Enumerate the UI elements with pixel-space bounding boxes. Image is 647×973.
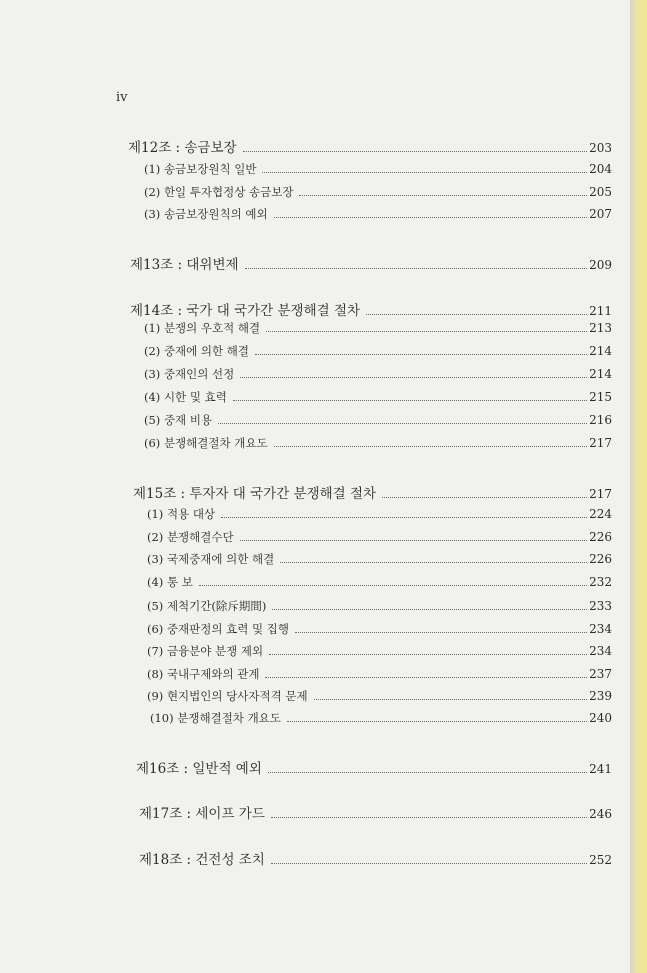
toc-entry-title: (3) 국제중재에 의한 해결 <box>147 552 275 566</box>
dot-leader <box>274 216 588 218</box>
toc-entry-title: (3) 송금보장원칙의 예외 <box>144 207 268 221</box>
toc-article-entry <box>130 299 612 319</box>
toc-article-entry <box>128 136 612 156</box>
toc-entry-title: (5) 제척기간(除斥期間) <box>147 599 267 613</box>
toc-entry-title: (10) 분쟁해결절차 개요도 <box>150 711 281 725</box>
dot-leader <box>299 194 587 196</box>
dot-leader <box>255 353 587 355</box>
toc-entry-page: 205 <box>589 185 612 199</box>
toc-entry-title: (2) 분쟁해결수단 <box>147 530 234 544</box>
page-number: iv <box>116 90 128 105</box>
toc-sub-entry <box>144 412 612 428</box>
toc-entry-page: 211 <box>589 304 612 318</box>
toc-entry-page: 240 <box>589 711 612 725</box>
toc-sub-entry <box>144 435 612 451</box>
toc-entry-page: 226 <box>589 530 612 544</box>
toc-entry-title: (4) 시한 및 효력 <box>144 390 227 404</box>
toc-entry-title: (7) 금융분야 분쟁 제외 <box>147 644 264 658</box>
toc-entry-page: 209 <box>589 258 612 272</box>
dot-leader <box>287 720 587 722</box>
toc-entry-page: 215 <box>589 390 612 404</box>
toc-entry-title: (9) 현지법인의 당사자적격 문제 <box>147 689 308 703</box>
toc-entry-title: 제12조 : 송금보장 <box>128 140 237 156</box>
toc-entry-title: 제13조 : 대위변제 <box>130 257 239 273</box>
dot-leader <box>199 584 587 586</box>
toc-entry-title: (1) 분쟁의 우호적 해결 <box>144 321 261 335</box>
dot-leader <box>268 771 587 773</box>
toc-entry-title: (2) 중재에 의한 해결 <box>144 344 250 358</box>
toc-sub-entry <box>147 598 612 614</box>
toc-entry-page: 232 <box>589 575 612 589</box>
toc-sub-entry <box>144 161 612 177</box>
toc-entry-page: 233 <box>589 599 612 613</box>
toc-article-entry <box>139 802 612 822</box>
toc-sub-entry <box>147 529 612 545</box>
toc-entry-title: (8) 국내구제와의 관계 <box>147 667 260 681</box>
toc-entry-title: (6) 중재판정의 효력 및 집행 <box>147 622 290 636</box>
toc-entry-page: 207 <box>589 207 612 221</box>
toc-entry-title: (5) 중재 비용 <box>144 413 213 427</box>
dot-leader <box>218 422 587 424</box>
dot-leader <box>272 608 587 610</box>
toc-entry-page: 216 <box>589 413 612 427</box>
toc-entry-title: (3) 중재인의 선정 <box>144 367 235 381</box>
toc-entry-title: (1) 적용 대상 <box>147 507 216 521</box>
toc-sub-entry <box>144 320 612 336</box>
toc-sub-entry <box>147 506 612 522</box>
toc-entry-title: 제18조 : 건전성 조치 <box>139 852 265 868</box>
toc-sub-entry <box>144 343 612 359</box>
toc-entry-title: 제16조 : 일반적 예외 <box>136 761 262 777</box>
dot-leader <box>382 496 587 498</box>
book-spine-edge <box>630 0 647 973</box>
dot-leader <box>366 313 587 315</box>
toc-sub-entry <box>150 710 612 726</box>
dot-leader <box>271 862 587 864</box>
toc-entry-page: 239 <box>589 689 612 703</box>
dot-leader <box>240 376 587 378</box>
toc-entry-page: 241 <box>589 762 612 776</box>
toc-entry-page: 217 <box>589 436 612 450</box>
toc-sub-entry <box>147 574 612 590</box>
toc-article-entry <box>130 253 612 273</box>
toc-entry-page: 213 <box>589 321 612 335</box>
toc-entry-title: (2) 한일 투자협정상 송금보장 <box>144 185 294 199</box>
toc-entry-page: 237 <box>589 667 612 681</box>
dot-leader <box>266 330 587 332</box>
toc-article-entry <box>139 848 612 868</box>
dot-leader <box>280 561 587 563</box>
toc-sub-entry <box>144 184 612 200</box>
dot-leader <box>265 676 587 678</box>
toc-entry-page: 217 <box>589 487 612 501</box>
dot-leader <box>295 631 587 633</box>
dot-leader <box>245 267 588 269</box>
toc-entry-title: 제14조 : 국가 대 국가간 분쟁해결 절차 <box>130 303 361 319</box>
dot-leader <box>274 445 588 447</box>
toc-sub-entry <box>147 688 612 704</box>
toc-entry-page: 226 <box>589 552 612 566</box>
toc-article-entry <box>133 482 612 502</box>
toc-entry-page: 252 <box>589 853 612 867</box>
dot-leader <box>262 171 587 173</box>
toc-sub-entry <box>144 366 612 382</box>
toc-entry-title: (1) 송금보장원칙 일반 <box>144 162 257 176</box>
toc-sub-entry <box>147 643 612 659</box>
dot-leader <box>243 150 588 152</box>
dot-leader <box>314 698 588 700</box>
dot-leader <box>233 399 587 401</box>
toc-entry-page: 204 <box>589 162 612 176</box>
dot-leader <box>240 539 587 541</box>
toc-entry-page: 246 <box>589 807 612 821</box>
toc-entry-title: 제15조 : 투자자 대 국가간 분쟁해결 절차 <box>133 486 377 502</box>
toc-article-entry <box>136 757 612 777</box>
dot-leader <box>269 653 587 655</box>
toc-entry-page: 203 <box>589 141 612 155</box>
dot-leader <box>271 816 587 818</box>
toc-entry-page: 214 <box>589 367 612 381</box>
toc-entry-title: (4) 통 보 <box>147 575 193 589</box>
toc-entry-page: 234 <box>589 622 612 636</box>
toc-entry-page: 214 <box>589 344 612 358</box>
toc-entry-page: 224 <box>589 507 612 521</box>
dot-leader <box>221 516 587 518</box>
toc-sub-entry <box>144 206 612 222</box>
toc-sub-entry <box>147 551 612 567</box>
toc-entry-title: 제17조 : 세이프 가드 <box>139 806 265 822</box>
toc-sub-entry <box>144 389 612 405</box>
toc-entry-page: 234 <box>589 644 612 658</box>
toc-sub-entry <box>147 666 612 682</box>
toc-entry-title: (6) 분쟁해결절차 개요도 <box>144 436 268 450</box>
toc-sub-entry <box>147 621 612 637</box>
